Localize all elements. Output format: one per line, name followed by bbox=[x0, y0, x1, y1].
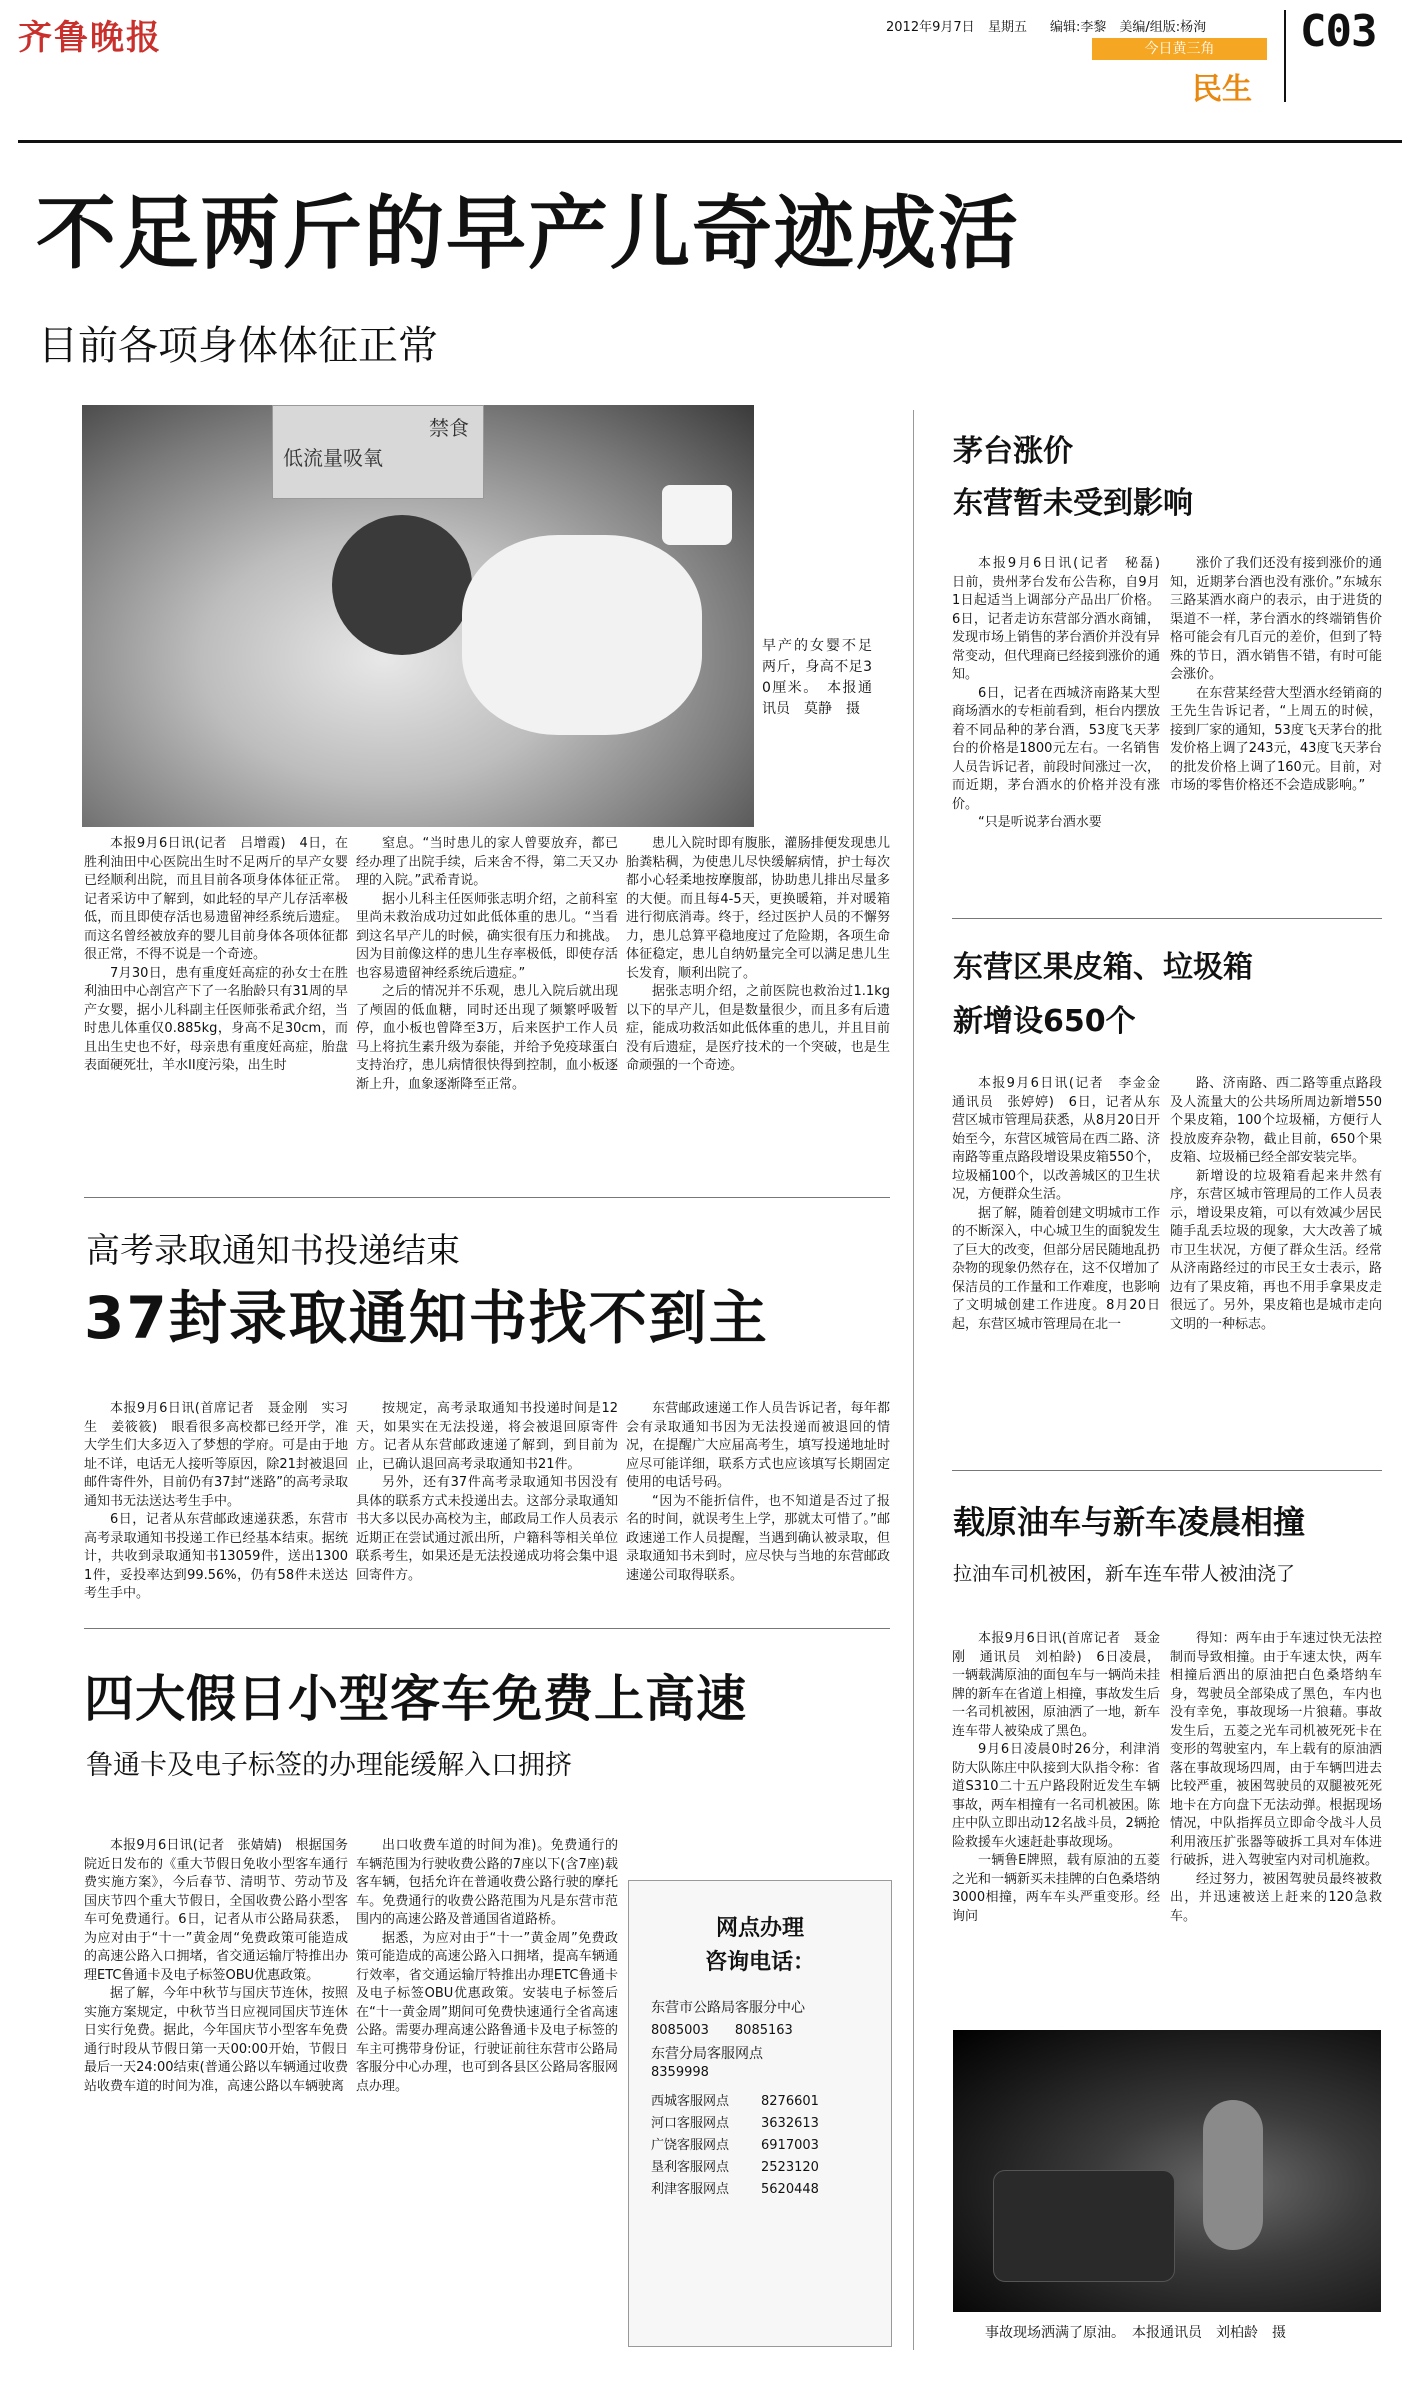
gaokao-headline: 37封录取通知书找不到主 bbox=[84, 1284, 769, 1352]
tanker-headline: 载原油车与新车凌晨相撞 bbox=[953, 1503, 1306, 1541]
photo-sign-2: 低流量吸氧 bbox=[283, 446, 383, 470]
tanker-photo bbox=[953, 2030, 1381, 2312]
gaokao-col-3 bbox=[626, 1400, 890, 1610]
service-row bbox=[651, 2113, 871, 2135]
masthead-logo: 齐鲁晚报 bbox=[18, 18, 162, 58]
tanker-col-2-p1: 得知：两车由于车速过快无法控制而导致相撞。由于车速太快，两车相撞后洒出的原油把白色桑塔纳车身，驾驶员全部染成了黑色，车内也没有幸免，事故现场一片狼藉。事故发生后，五菱之光车司机被死死卡在变形的驾驶室内，车上载有的原油洒落在事故现场四周，由于车辆凹进去比较严重，被困驾驶员的双腿被死死地卡在方向盘下无法动弹。根据现场情况，中队指挥员立即命令战斗人员利用液压扩张器等破拆工具对车体进行破拆，进入驾驶室内对司机施救。 bbox=[1170, 1631, 1382, 1868]
gaokao-col-2-p2: 另外，还有37件高考录取通知书因没有具体的联系方式未投递出去。这部分录取通知书大多以民办高校为主，邮政局工作人员表示近期正在尝试通过派出所，户籍科等相关单位联系考生，如果还是无法投递成功将会集中退回寄件方。 bbox=[356, 1475, 618, 1583]
tanker-col-1-p3: 一辆鲁E牌照，载有原油的五菱之光和一辆新买未挂牌的白色桑塔纳3000相撞，两车车头严重变形。经询问 bbox=[952, 1853, 1161, 1924]
gaokao-col-1 bbox=[84, 1400, 348, 1610]
service-row-phone: 6917003 bbox=[761, 2138, 819, 2153]
tanker-col-1 bbox=[952, 1630, 1160, 2020]
gaokao-col-1-p2: 6日，记者从东营邮政速递获悉，东营市高考录取通知书投递工作已经基本结束。据统计，共收到录取通知书13059件，送出13001件，妥投率达到99.56%，仍有58件未送达考生手中。 bbox=[84, 1512, 348, 1601]
main-headline: 不足两斤的早产儿奇迹成活 bbox=[36, 187, 1020, 280]
service-center-phones: 8085003 8085163 bbox=[651, 2023, 793, 2038]
service-row-phone: 3632613 bbox=[761, 2116, 819, 2131]
maotai-col-1-p3: “只是听说茅台酒水要 bbox=[978, 815, 1102, 830]
masthead-date: 2012年9月7日 bbox=[886, 20, 975, 35]
main-col-1-p1: 本报9月6日讯(记者 吕增霞) 4日，在胜利油田中心医院出生时不足两斤的早产女婴已经顺利出院，而且目前各项身体体征正常。记者采访中了解到，如此轻的早产儿存活率极低，而且即使存活也易遗留神经系统后遗症。而这名曾经被放弃的婴儿目前身体各项体征都很正常，不得不说是一个奇迹。 bbox=[84, 836, 348, 962]
bins-col-2-p2: 新增设的垃圾箱看起来井然有序，东营区城市管理局的工作人员表示，增设果皮箱，可以有效减少居民随手乱丢垃圾的现象，大大改善了城市卫生状况，方便了群众生活。经常从济南路经过的市民王女士表示，路边有了果皮箱，再也不用手拿果皮走很远了。另外，果皮箱也是城市走向文明的一种标志。 bbox=[1170, 1168, 1382, 1332]
highway-col-2-p2: 据悉，为应对由于“十一”黄金周”免费政策可能造成的高速公路入口拥堵，提高车辆通行效率，省交通运输厅特推出办理ETC鲁通卡及电子标签OBU优惠政策。安装电子标签后在“十一黄金周”期间可免费快速通行全省高速公路。需要办理高速公路鲁通卡及电子标签的车主可携带身份证，行驶证前往东营市公路局客服分中心办理，也可到各县区公路局客服网点办理。 bbox=[356, 1930, 618, 2094]
gaokao-col-2 bbox=[356, 1400, 618, 1610]
gaokao-kicker: 高考录取通知书投递结束 bbox=[86, 1231, 460, 1271]
photo-infant bbox=[332, 515, 472, 655]
masthead-weekday: 星期五 bbox=[988, 20, 1028, 35]
maotai-col-2-p1: 涨价了我们还没有接到涨价的通知，近期茅台酒也没有涨价。”东城东三路某酒水商户的表示，由于进货的渠道不一样，茅台酒水的终端销售价格可能会有几百元的差价，但到了特殊的节日，酒水销售不错，有时可能会涨价。 bbox=[1170, 556, 1382, 682]
highway-headline: 四大假日小型客车免费上高速 bbox=[84, 1670, 747, 1728]
highway-col-2 bbox=[356, 1837, 618, 2347]
service-box bbox=[628, 1880, 892, 2347]
service-row-name: 河口客服网点 bbox=[651, 2116, 730, 2131]
service-row-name: 利津客服网点 bbox=[651, 2182, 730, 2197]
tanker-col-2-p2: 经过努力，被困驾驶员最终被救出，并迅速被送上赶来的120急救车。 bbox=[1170, 1871, 1382, 1924]
main-col-1-p2: 7月30日，患有重度妊高症的孙女士在胜利油田中心剖宫产下了一名胎龄只有31周的早产女婴，据小儿科副主任医师张希武介绍，当时患儿体重仅0.885kg，身高不足30cm，而且出生史也不好，母亲患有重度妊高症，胎盘表面硬死壮，羊水II度污染，出生时 bbox=[84, 965, 348, 1073]
main-subhead: 目前各项身体体征正常 bbox=[38, 323, 438, 369]
divider-bins bbox=[952, 918, 1382, 919]
maotai-col-2 bbox=[1170, 555, 1382, 915]
divider-tanker bbox=[952, 1470, 1382, 1471]
bins-col-1-p2: 据了解，随着创建文明城市工作的不断深入，中心城卫生的面貌发生了巨大的改变，但部分居民随地乱扔杂物的现象仍然存在，这不仅增加了保洁员的工作量和工作难度，也影响了文明城创建工作进度。8月20日起，东营区城市管理局在北一 bbox=[952, 1205, 1161, 1332]
service-box-title-1: 网点办理 bbox=[715, 1916, 804, 1941]
photo-vehicle bbox=[993, 2170, 1175, 2282]
section-tag bbox=[1092, 38, 1267, 60]
highway-col-1-p1: 本报9月6日讯(记者 张婧婧) 根据国务院近日发布的《重大节假日免收小型客车通行费实施方案》，今后春节、清明节、劳动节及国庆节四个重大节假日，全国收费公路小型客车可免费通行。6日，记者从市公路局获悉，为应对由于“十一”黄金周“免费政策可能造成的高速公路入口拥堵，省交通运输厅特推出办理ETC鲁通卡及电子标签OBU优惠政策。 bbox=[84, 1838, 348, 1983]
bins-col-2 bbox=[1170, 1075, 1382, 1450]
maotai-col-1 bbox=[952, 555, 1174, 915]
page-number: C03 bbox=[1300, 6, 1377, 57]
bins-headline-2: 新增设650个 bbox=[953, 1004, 1136, 1039]
photo-blanket bbox=[462, 535, 702, 735]
service-row-phone: 5620448 bbox=[761, 2182, 819, 2197]
tanker-col-2 bbox=[1170, 1630, 1382, 2020]
highway-col-1-p2: 据了解，今年中秋节与国庆节连休，按照实施方案规定，中秋节当日应视同国庆节连休日实行免费。据此，今年国庆节小型客车免费通行时段从节假日第一天00:00开始，节假日最后一天24:00结束(普通公路以车辆通过收费站收费车道的时间为准，高速公路以车辆驶离 bbox=[84, 1986, 348, 2094]
main-col-2-p3: 之后的情况并不乐观，患儿入院后就出现了颅固的低血糖，同时还出现了频繁呼吸暂停，血小板也曾降至3万，后来医护工作人员马上将抗生素升级为泰能，并给予免疫球蛋白支持治疗，患儿病情很快得到控制，血小板逐渐上升，血象逐渐降至正常。 bbox=[356, 984, 618, 1092]
service-row bbox=[651, 2157, 871, 2179]
main-col-1 bbox=[84, 835, 348, 1180]
main-col-2-p1: 窒息。“当时患儿的家人曾要放弃，都已经办理了出院手续，后来舍不得，第二天又办理的入院。”武希青说。 bbox=[356, 836, 618, 888]
photo-sign-1: 禁食 bbox=[429, 416, 469, 440]
highway-subhead: 鲁通卡及电子标签的办理能缓解入口拥挤 bbox=[86, 1750, 572, 1781]
main-col-2-p2: 据小儿科主任医师张志明介绍，之前科室里尚未救治成功过如此低体重的患儿。“当看到这名早产儿的时候，确实很有压力和挑战。因为目前像这样的患儿生存率极低，即使存活也容易遗留神经系统后遗症。” bbox=[356, 891, 618, 981]
photo-cup bbox=[662, 485, 732, 545]
main-col-3 bbox=[626, 835, 890, 1180]
bins-headline-1: 东营区果皮箱、垃圾箱 bbox=[953, 950, 1253, 985]
gaokao-col-3-p1: 东营邮政速递工作人员告诉记者，每年都会有录取通知书因为无法投递而被退回的情况，在提醒广大应届高考生，填写投递地址时应尽可能详细，联系方式也应该填写长期固定使用的电话号码。 bbox=[626, 1401, 890, 1490]
photo-rescuer bbox=[1203, 2100, 1263, 2250]
gaokao-col-3-p2: “因为不能折信件，也不知道是否过了报名的时间，就误考生上学，那就太可惜了。”邮政速递工作人员提醒，当遇到确认被录取，但录取通知书未到时，应尽快与当地的东营邮政速递公司取得联系。 bbox=[626, 1493, 890, 1583]
top-rule bbox=[18, 140, 1402, 143]
column-divider-right bbox=[913, 410, 914, 2350]
bins-col-2-p1: 路、济南路、西二路等重点路段及人流量大的公共场所周边新增550个果皮箱，100个垃圾桶，方便行人投放废弃杂物，截止目前，650个果皮箱、垃圾桶已经全部安装完毕。 bbox=[1170, 1076, 1382, 1165]
tanker-col-1-p2: 9月6日凌晨0时26分，利津消防大队陈庄中队接到大队指令称：省道S310二十五户路段附近发生车辆事故，两车相撞有一名司机被困。陈庄中队立即出动12名战斗员，2辆抢险救援车火速赶赴事故现场。 bbox=[952, 1742, 1161, 1850]
tanker-subhead: 拉油车司机被困，新车连车带人被油浇了 bbox=[953, 1563, 1296, 1585]
maotai-col-1-p2: 6日，记者在西城济南路某大型商场酒水的专柜前看到，柜台内摆放着不同品种的茅台酒，53度飞天茅台的价格是1800元左右。一名销售人员告诉记者，前段时间涨过一次，而近期，茅台酒水的价格并没有涨价。 bbox=[952, 685, 1161, 812]
service-row-phone: 2523120 bbox=[761, 2160, 819, 2175]
bins-col-1 bbox=[952, 1075, 1174, 1450]
service-list bbox=[651, 2091, 871, 2201]
service-center-name: 东营市公路局客服分中心 bbox=[651, 2000, 805, 2016]
service-branch-phone: 8359998 bbox=[651, 2065, 709, 2080]
section-name: 民生 bbox=[1192, 72, 1252, 107]
divider-highway bbox=[84, 1628, 890, 1629]
bins-col-1-p1: 本报9月6日讯(记者 李金金 通讯员 张婷婷) 6日，记者从东营区城市管理局获悉，从8月20日开始至今，东营区城管局在西二路、济南路等重点路段增设果皮箱550个，垃圾桶100个，以改善城区的卫生状况，方便群众生活。 bbox=[952, 1076, 1174, 1202]
maotai-col-2-p2: 在东营某经营大型酒水经销商的王先生告诉记者，“上周五的时候，接到厂家的通知，53度飞天茅台的批发价格上调了243元，43度飞天茅台的批发价格上调了160元。目前，对市场的零售价格还不会造成影响。” bbox=[1170, 685, 1382, 793]
gaokao-col-2-p1: 按规定，高考录取通知书投递时间是12天，如果实在无法投递，将会被退回原寄件方。记者从东营邮政速递了解到，到目前为止，已确认退回高考录取通知书21件。 bbox=[356, 1401, 618, 1472]
service-row bbox=[651, 2179, 871, 2201]
main-col-2 bbox=[356, 835, 618, 1180]
tanker-col-1-p1: 本报9月6日讯(首席记者 聂金刚 通讯员 刘柏龄) 6日凌晨，一辆载满原油的面包车与一辆尚未挂牌的新车在省道上相撞，事故发生后一名司机被困，原油洒了一地，新车连车带人被染成了黑色。 bbox=[952, 1631, 1161, 1739]
gaokao-col-1-p1: 本报9月6日讯(首席记者 聂金刚 实习生 姜筱筱) 眼看很多高校都已经开学，准大学生们大多迈入了梦想的学府。可是由于地址不详，电话无人接听等原因，除21封被退回邮件寄件外，目前仍有37封“迷路”的高考录取通知书无法送达考生手中。 bbox=[84, 1401, 349, 1509]
service-box-title-2: 咨询电话： bbox=[704, 1950, 815, 1975]
tanker-caption: 事故现场洒满了原油。 本报通讯员 刘柏龄 摄 bbox=[985, 2325, 1286, 2341]
masthead-editors: 编辑:李黎 美编/组版:杨洵 bbox=[1050, 20, 1207, 35]
maotai-col-1-p1: 本报9月6日讯(记者 秘磊) 日前，贵州茅台发布公告称，自9月1日起适当上调部分产品出厂价格。6日，记者走访东营部分酒水商铺，发现市场上销售的茅台酒价并没有异常变动，但代理商已经接到涨价的通知。 bbox=[952, 556, 1174, 682]
service-row bbox=[651, 2135, 871, 2157]
main-photo bbox=[82, 405, 754, 827]
service-row-phone: 8276601 bbox=[761, 2094, 819, 2109]
service-row-name: 垦利客服网点 bbox=[651, 2160, 730, 2175]
divider-gaokao bbox=[84, 1197, 890, 1198]
page-number-divider bbox=[1284, 10, 1286, 102]
service-row bbox=[651, 2091, 871, 2113]
main-col-3-p1: 患儿入院时即有腹胀，灌肠排便发现患儿胎粪粘稠，为使患儿尽快缓解病情，护士每次都小心轻柔地按摩腹部，协助患儿排出尽量多的大便。而且每4-5天，更换暖箱，并对暖箱进行彻底消毒。终于，经过医护人员的不懈努力，患儿总算平稳地度过了危险期，各项生命体征稳定，患儿自纳奶量完全可以满足患儿生长发育，顺利出院了。 bbox=[626, 836, 890, 981]
service-row-name: 广饶客服网点 bbox=[651, 2138, 730, 2153]
main-photo-caption: 早产的女婴不足两斤，身高不足30厘米。 本报通讯员 莫静 摄 bbox=[762, 638, 872, 717]
highway-col-2-p1: 出口收费车道的时间为准)。免费通行的车辆范围为行驶收费公路的7座以下(含7座)载客车辆，包括允许在普通收费公路行驶的摩托车。免费通行的收费公路范围为凡是东营市范围内的高速公路及普通国省道路桥。 bbox=[356, 1838, 618, 1927]
photo-sign-board bbox=[272, 405, 484, 499]
service-branch-name: 东营分局客服网点 bbox=[651, 2046, 763, 2062]
maotai-headline-1: 茅台涨价 bbox=[953, 434, 1073, 469]
section-tag-label: 今日黄三角 bbox=[1144, 41, 1215, 57]
highway-col-1 bbox=[84, 1837, 348, 2347]
maotai-headline-2: 东营暂未受到影响 bbox=[953, 486, 1193, 521]
main-col-3-p2: 据张志明介绍，之前医院也救治过1.1kg以下的早产儿，但是数量很少，而且多有后遗症，能成功救活如此低体重的患儿，并且目前没有后遗症，是医疗技术的一个突破，也是生命顽强的一个奇迹。 bbox=[626, 984, 890, 1073]
service-row-name: 西城客服网点 bbox=[651, 2094, 730, 2109]
